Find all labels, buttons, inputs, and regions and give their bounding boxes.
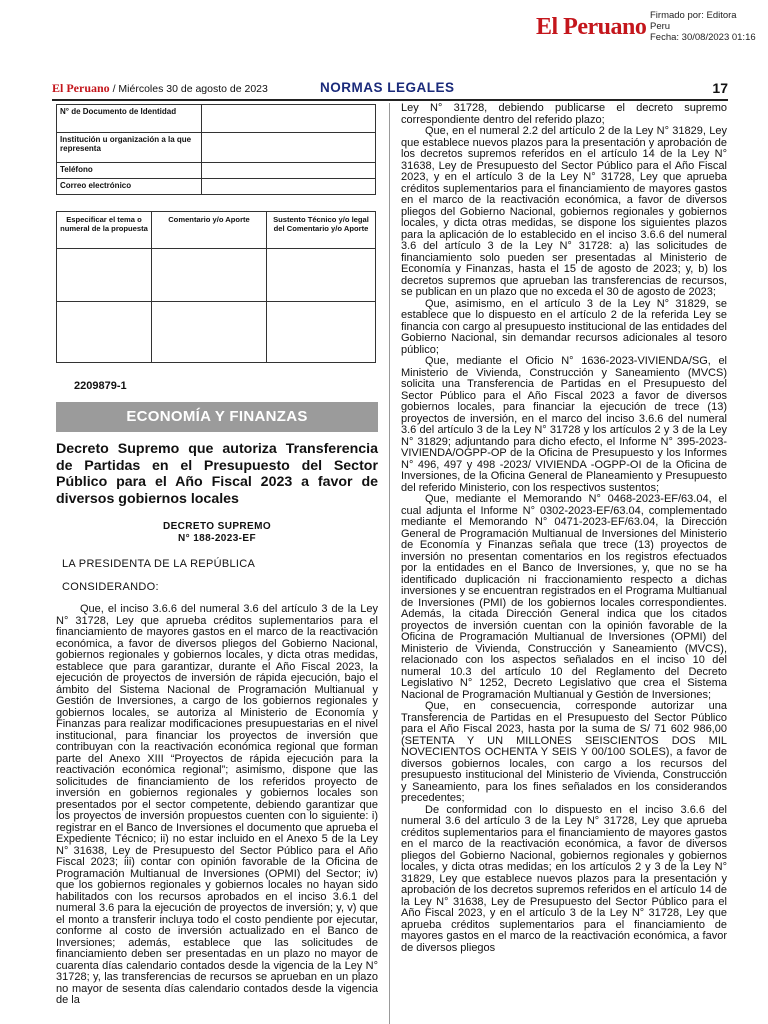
form-label: N° de Documento de Identidad [57, 105, 202, 133]
left-column [56, 104, 378, 1007]
right-body-text [401, 103, 727, 954]
considerando-heading: CONSIDERANDO: [62, 581, 159, 593]
column-header: Sustento Técnico y/o legal del Comentario y/o Aporte [267, 212, 376, 249]
signature-line: Firmado por: Editora [650, 10, 737, 21]
table-header-row [57, 212, 376, 249]
header-date: / Miércoles 30 de agosto de 2023 [109, 83, 268, 95]
form-label: Institución u organización a la que representa [57, 133, 202, 163]
form-label: Teléfono [57, 163, 202, 179]
table-cell [267, 302, 376, 363]
identity-form-table [56, 104, 376, 195]
el-peruano-logo: El Peruano [536, 14, 647, 40]
right-column [401, 103, 727, 954]
form-label: Correo electrónico [57, 179, 202, 195]
signature-line: Peru [650, 21, 671, 32]
paragraph: Que, mediante el Oficio N° 1636-2023-VIVIENDA/SG, el Ministerio de Vivienda, Construcción y Saneamiento (MVCS) solicita una Transferencia de Partidas en el Presupuesto del Sector Público para el Año Fiscal 2023 a favor de diversos gobiernos locales, para financiar la ejecución de trece (13) proyectos de inversión, en el marco del inciso 3.6.6 del numeral 3.6 del artículo 3 de la Ley N° 31728 y los artículos 2 y 3 de la Ley N° 31829; adjuntando para dicho efecto, el Informe N° 395-2023-VIVIENDA/OGPP-OP de la Oficina de Presupuesto y los Informes N° 496, 497 y 498 -2023/ VIVIENDA -OGPP-OI de la Oficina de Inversiones, de la Oficina General de Planeamiento y Presupuesto del referido Ministerio, con los respectivos sustentos; [401, 355, 727, 494]
publication-code: 2209879-1 [74, 380, 127, 392]
presidency-line: LA PRESIDENTA DE LA REPÚBLICA [62, 558, 256, 570]
table-row [57, 179, 376, 195]
header-left [52, 81, 268, 96]
table-cell [267, 249, 376, 302]
table-row [57, 163, 376, 179]
column-divider [389, 103, 390, 1024]
form-value-cell [202, 133, 376, 163]
page-number: 17 [712, 80, 728, 96]
comment-table [56, 211, 376, 363]
table-cell [152, 302, 267, 363]
paragraph: Ley N° 31728, debiendo publicarse el decreto supremo correspondiente dentro del referido plazo; [401, 102, 727, 126]
header-section: NORMAS LEGALES [320, 80, 455, 95]
page-header [52, 80, 728, 98]
form-value-cell [202, 163, 376, 179]
section-band: ECONOMÍA Y FINANZAS [56, 402, 378, 432]
table-row [57, 302, 376, 363]
table-row [57, 105, 376, 133]
paragraph: Que, el inciso 3.6.6 del numeral 3.6 del artículo 3 de la Ley N° 31728, Ley que aprueba créditos suplementarios para el financiamiento de mayores gastos en el marco de la reactivación económica, a favor de diversos pliegos del Gobierno Nacional, gobiernos regionales y gobiernos locales, y dicta otras medidas, establece que para garantizar, durante el Año Fiscal 2023, la ejecución de proyectos de inversión de rápida ejecución, bajo el ámbito del Sistema Nacional de Programación Multianual y Gestión de Inversiones, a cargo de los gobiernos regionales y gobiernos locales, se autoriza al Ministerio de Economía y Finanzas para realizar modificaciones presupuestarias en el nivel institucional, para financiar los proyectos de inversión que contribuyan con la reactivación económica regional que forman parte del Anexo XIII “Proyectos de rápida ejecución para la reactivación económica regional”; asimismo, dispone que las solicitudes de financiamiento de los referidos proyecto de inversión en gobiernos regionales y gobiernos locales son presentados por el sector competente, debiendo garantizar que los proyectos de inversión propuestos cuenten con lo siguiente: i) registrar en el Banco de Inversiones el documento que aprueba el Expediente Técnico; ii) no estar incluido en el Anexo 5 de la Ley N° 31638, Ley de Presupuesto del Sector Público para el Año Fiscal 2023; iii) contar con opinión favorable de la Oficina de Programación Multianual de Inversiones (OPMI) del Sector; iv) que los gobiernos regionales y gobiernos locales no hayan sido habilitados con los recursos aprobados en el inciso 3.6.1 del numeral 3.6 para la ejecución de proyectos de inversión; y, v) que el monto a transferir incluya todo el costo pendiente por ejecutar, conforme al costo de inversión actualizado en el Banco de Inversiones; además, establece que las solicitudes de financiamiento deben ser presentadas en un plazo no mayor de cuarenta días calendario contados desde la vigencia de la Ley N° 31728; y, las transferencias de recursos se aprueban en un plazo no mayor de sesenta días calendario contados desde la vigencia de la [56, 603, 378, 1006]
paragraph: Que, mediante el Memorando N° 0468-2023-EF/63.04, el cual adjunta el Informe N° 0302-2023-EF/63.04, complementado mediante el Memorando N° 0471-2023-EF/63.04, la Dirección General de Programación Multianual de Inversiones del Ministerio de Economía y Finanzas señala que trece (13) proyectos de inversión no presentan comentarios en los registros efectuados por la entidades en el Banco de Inversiones, y, que no se ha identificado duplicación ni fraccionamiento respecto a dichas inversiones y se encuentran registrados en el Programa Multianual de Inversiones (PMI) de los gobiernos locales correspondientes. Además, la citada Dirección General indica que los citados proyectos de inversión cuentan con la opinión favorable de la Oficina de Programación Multianual de Inversiones (OPMI) del Ministerio de Vivienda, Construcción y Saneamiento (MVCS), relacionado con los aspectos señalados en el inciso 10 del numeral 10.3 del artículo 10 del Reglamento del Decreto Legislativo N° 1252, Decreto Legislativo que crea el Sistema Nacional de Programación Multianual y Gestión de Inversiones; [401, 493, 727, 701]
table-cell [57, 249, 152, 302]
table-row [57, 133, 376, 163]
digital-signature [536, 10, 766, 50]
header-logo: El Peruano [52, 81, 110, 95]
form-value-cell [202, 179, 376, 195]
signature-line: Fecha: 30/08/2023 01:16 [650, 32, 756, 43]
paragraph: Que, en consecuencia, corresponde autorizar una Transferencia de Partidas en el Presupuesto del Sector Público para el Año Fiscal 2023, hasta por la suma de S/ 71 602 986,00 (SETENTA Y UN MILLONES SEISCIENTOS DOS MIL NOVECIENTOS OCHENTA Y SEIS Y 00/100 SOLES), a favor de diversos gobiernos locales, con cargo a los recursos del presupuesto institucional del Ministerio de Vivienda, Construcción y Saneamiento, para los fines señalados en los considerandos precedentes; [401, 700, 727, 804]
decree-label: DECRETO SUPREMO [162, 521, 272, 532]
table-row [57, 249, 376, 302]
signature-text [650, 10, 756, 43]
header-rule [52, 99, 728, 101]
decree-heading [56, 521, 378, 545]
left-body-text [56, 604, 378, 1007]
form-value-cell [202, 105, 376, 133]
column-header: Comentario y/o Aporte [152, 212, 267, 249]
table-cell [152, 249, 267, 302]
decree-number: N° 188-2023-EF [178, 533, 256, 544]
paragraph: Que, en el numeral 2.2 del artículo 2 de la Ley N° 31829, Ley que establece nuevos plazos para la presentación y aprobación de los decretos supremos referidos en el artículo 14 de la Ley N° 31638, Ley de Presupuesto del Sector Público para el Año Fiscal 2023, y en el artículo 3 de la Ley N° 31728, Ley que aprueba créditos suplementarios para el financiamiento de mayores gastos en el marco de la reactivación económica, a favor de diversos pliegos del Gobierno Nacional, gobiernos regionales y gobiernos locales, y dicta otras medidas, se dispone los siguientes plazos para la aplicación de lo establecido en el inciso 3.6.6 del numeral 3.6 del artículo 3 de la Ley N° 31728: a) las solicitudes de financiamiento solo pueden ser presentadas al Ministerio de Economía y Finanzas, hasta el 15 de agosto de 2023; y, b) los decretos supremos que aprueban las transferencias de recursos, se publican en un plazo que no exceda el 30 de agosto de 2023; [401, 125, 727, 298]
table-cell [57, 302, 152, 363]
decree-title: Decreto Supremo que autoriza Transferencia de Partidas en el Presupuesto del Sector Público para el Año Fiscal 2023 a favor de diversos gobiernos locales [56, 441, 378, 507]
paragraph: Que, asimismo, en el artículo 3 de la Ley N° 31829, se establece que lo dispuesto en el artículo 2 de la referida Ley se financia con cargo al presupuesto institucional de las entidades del Gobierno Nacional, sin demandar recursos adicionales al tesoro público; [401, 297, 727, 356]
paragraph: De conformidad con lo dispuesto en el inciso 3.6.6 del numeral 3.6 del artículo 3 de la Ley N° 31728, Ley que aprueba créditos suplementarios para el financiamiento de mayores gastos en el marco de la reactivación económica, a favor de diversos pliegos del Gobierno Nacional, gobiernos regionales y gobiernos locales, y dicta otras medidas; en los artículos 2 y 3 de la Ley N° 31829, Ley que establece nuevos plazos para la presentación y aprobación de los decretos supremos referidos en el artículo 14 de la Ley N° 31638, Ley de Presupuesto del Sector Público para el Año Fiscal 2023, y en el artículo 3 de la Ley N° 31728, Ley que aprueba créditos suplementarios para el financiamiento de mayores gastos en el marco de la reactivación económica, a favor de diversos pliegos [401, 803, 727, 954]
column-header: Especificar el tema o numeral de la propuesta [57, 212, 152, 249]
